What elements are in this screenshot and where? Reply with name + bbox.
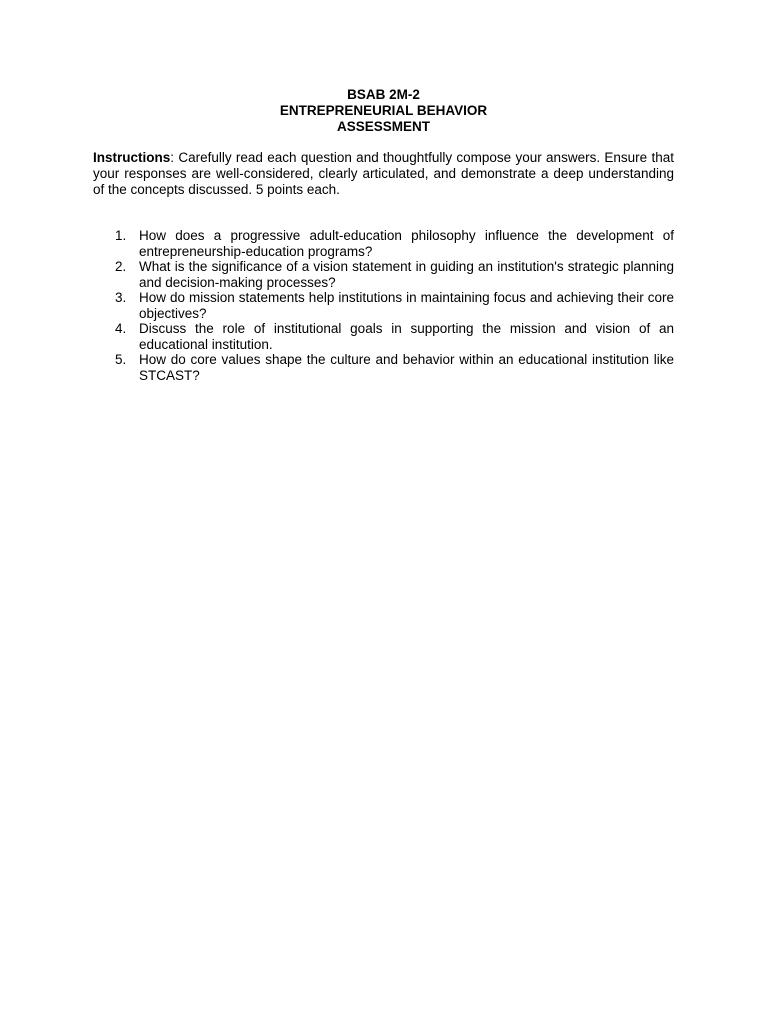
instructions-text: : Carefully read each question and thoughtfully compose your answers. Ensure that your responses are well-considered, clearly articulated, and demonstrate a deep understanding of the concepts discussed. 5 points each. bbox=[93, 150, 674, 197]
list-item bbox=[93, 352, 674, 383]
question-text: What is the significance of a vision statement in guiding an institution's strategic planning and decision-making processes? bbox=[139, 259, 674, 290]
question-number: 2. bbox=[115, 259, 127, 274]
question-number: 5. bbox=[115, 352, 127, 367]
instructions-label: Instructions bbox=[93, 150, 171, 165]
course-code-heading: BSAB 2M-2 bbox=[347, 87, 420, 102]
subject-title-heading: ENTREPRENEURIAL BEHAVIOR bbox=[279, 103, 488, 118]
list-item bbox=[93, 228, 674, 259]
question-text: Discuss the role of institutional goals in supporting the mission and vision of an educational institution. bbox=[139, 321, 674, 352]
question-number: 4. bbox=[115, 321, 127, 336]
question-text: How does a progressive adult-education philosophy influence the development of entrepreneurship-education programs? bbox=[139, 228, 674, 259]
question-text: How do mission statements help institutions in maintaining focus and achieving their core objectives? bbox=[139, 290, 674, 321]
question-list bbox=[93, 228, 674, 383]
list-item bbox=[93, 259, 674, 290]
question-number: 3. bbox=[115, 290, 127, 305]
question-number: 1. bbox=[115, 228, 127, 243]
assessment-heading: ASSESSMENT bbox=[336, 119, 431, 134]
list-item bbox=[93, 290, 674, 321]
list-item bbox=[93, 321, 674, 352]
document-page bbox=[93, 87, 674, 383]
instructions-paragraph bbox=[93, 150, 674, 198]
question-text: How do core values shape the culture and behavior within an educational institution like STCAST? bbox=[139, 352, 674, 383]
